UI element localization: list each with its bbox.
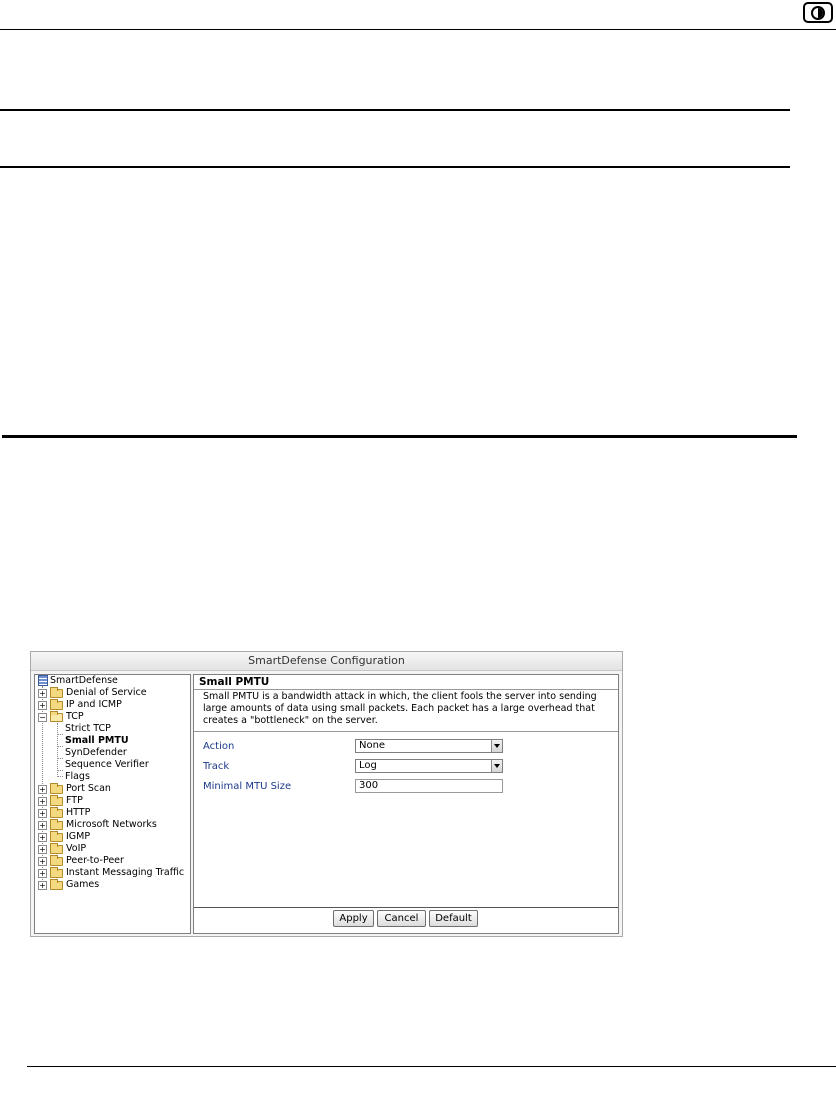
folder-icon bbox=[50, 881, 63, 890]
tree-connector bbox=[57, 776, 63, 777]
chevron-down-icon[interactable] bbox=[491, 760, 502, 772]
details-panel bbox=[193, 674, 619, 934]
tree-connector bbox=[57, 746, 63, 747]
panel-description: Small PMTU is a bandwidth attack in which, the client fools the server into sending large amounts of data using small packets. Each packet has a large overhead that creates a "bottleneck" on the server. bbox=[203, 691, 597, 726]
expand-plus-icon[interactable]: + bbox=[39, 821, 46, 830]
tree-connector bbox=[57, 758, 63, 759]
corner-logo-icon bbox=[803, 2, 833, 23]
panel-divider bbox=[194, 907, 618, 908]
expand-plus-icon[interactable]: + bbox=[39, 833, 46, 842]
folder-icon bbox=[50, 809, 63, 818]
expand-plus-icon[interactable]: + bbox=[39, 869, 46, 878]
folder-icon bbox=[50, 857, 63, 866]
action-label: Action bbox=[203, 741, 235, 752]
expand-plus-icon[interactable]: + bbox=[39, 701, 46, 710]
mtu-input[interactable]: 300 bbox=[355, 779, 503, 793]
tree-label: HTTP bbox=[66, 807, 91, 818]
footer-rule bbox=[27, 1066, 836, 1067]
folder-icon bbox=[50, 833, 63, 842]
track-label: Track bbox=[203, 761, 230, 772]
tree-label: Sequence Verifier bbox=[65, 759, 149, 770]
tree-label: Denial of Service bbox=[66, 687, 147, 698]
section-rule-top bbox=[0, 109, 790, 111]
folder-icon bbox=[50, 869, 63, 878]
expand-plus-icon[interactable]: + bbox=[39, 857, 46, 866]
panel-divider bbox=[194, 731, 618, 732]
tree-label: SmartDefense bbox=[50, 675, 118, 686]
tree-label: SynDefender bbox=[65, 747, 127, 758]
tree-label: IGMP bbox=[66, 831, 91, 842]
tree-connector bbox=[57, 734, 63, 735]
cancel-button[interactable]: Cancel bbox=[377, 910, 426, 927]
mtu-label: Minimal MTU Size bbox=[203, 781, 292, 792]
panel-divider bbox=[194, 689, 618, 690]
tree-label: Microsoft Networks bbox=[66, 819, 157, 830]
window-title: SmartDefense Configuration bbox=[31, 652, 622, 671]
smartdefense-root-icon bbox=[38, 675, 48, 686]
folder-icon bbox=[50, 785, 63, 794]
section-rule-bottom bbox=[0, 166, 790, 168]
tree-connector bbox=[57, 723, 58, 777]
tree-panel bbox=[34, 674, 191, 934]
tree-connector bbox=[57, 770, 63, 771]
tree-label: Peer-to-Peer bbox=[66, 855, 124, 866]
smartdefense-window bbox=[30, 651, 623, 937]
tree-label: Instant Messaging Traffic bbox=[66, 867, 185, 878]
tree-label: Strict TCP bbox=[65, 723, 111, 734]
expand-plus-icon[interactable]: + bbox=[39, 881, 46, 890]
header-rule bbox=[0, 29, 836, 30]
tree-label: Flags bbox=[65, 771, 90, 782]
folder-icon bbox=[50, 821, 63, 830]
folder-icon bbox=[50, 689, 63, 698]
tree-label: VoIP bbox=[66, 843, 87, 854]
tree-label-selected: Small PMTU bbox=[65, 735, 129, 746]
tree-label: Games bbox=[66, 879, 100, 890]
tree-label: Port Scan bbox=[66, 783, 111, 794]
track-select-value: Log bbox=[359, 760, 377, 771]
default-button[interactable]: Default bbox=[429, 910, 478, 927]
expand-plus-icon[interactable]: + bbox=[39, 797, 46, 806]
folder-open-icon bbox=[50, 713, 63, 722]
action-select-value: None bbox=[359, 740, 386, 751]
expand-plus-icon[interactable]: + bbox=[39, 785, 46, 794]
collapse-minus-icon[interactable]: − bbox=[39, 713, 46, 722]
folder-icon bbox=[50, 797, 63, 806]
apply-button[interactable]: Apply bbox=[333, 910, 374, 927]
section-rule-long bbox=[2, 435, 797, 438]
tree-label: FTP bbox=[66, 795, 83, 806]
expand-plus-icon[interactable]: + bbox=[39, 689, 46, 698]
tree-label: IP and ICMP bbox=[66, 699, 122, 710]
tree-label: TCP bbox=[66, 711, 84, 722]
chevron-down-icon[interactable] bbox=[491, 740, 502, 752]
track-select[interactable] bbox=[355, 759, 503, 773]
panel-title: Small PMTU bbox=[199, 676, 270, 688]
expand-plus-icon[interactable]: + bbox=[39, 845, 46, 854]
expand-plus-icon[interactable]: + bbox=[39, 809, 46, 818]
folder-icon bbox=[50, 845, 63, 854]
folder-icon bbox=[50, 701, 63, 710]
action-select[interactable] bbox=[355, 739, 503, 753]
